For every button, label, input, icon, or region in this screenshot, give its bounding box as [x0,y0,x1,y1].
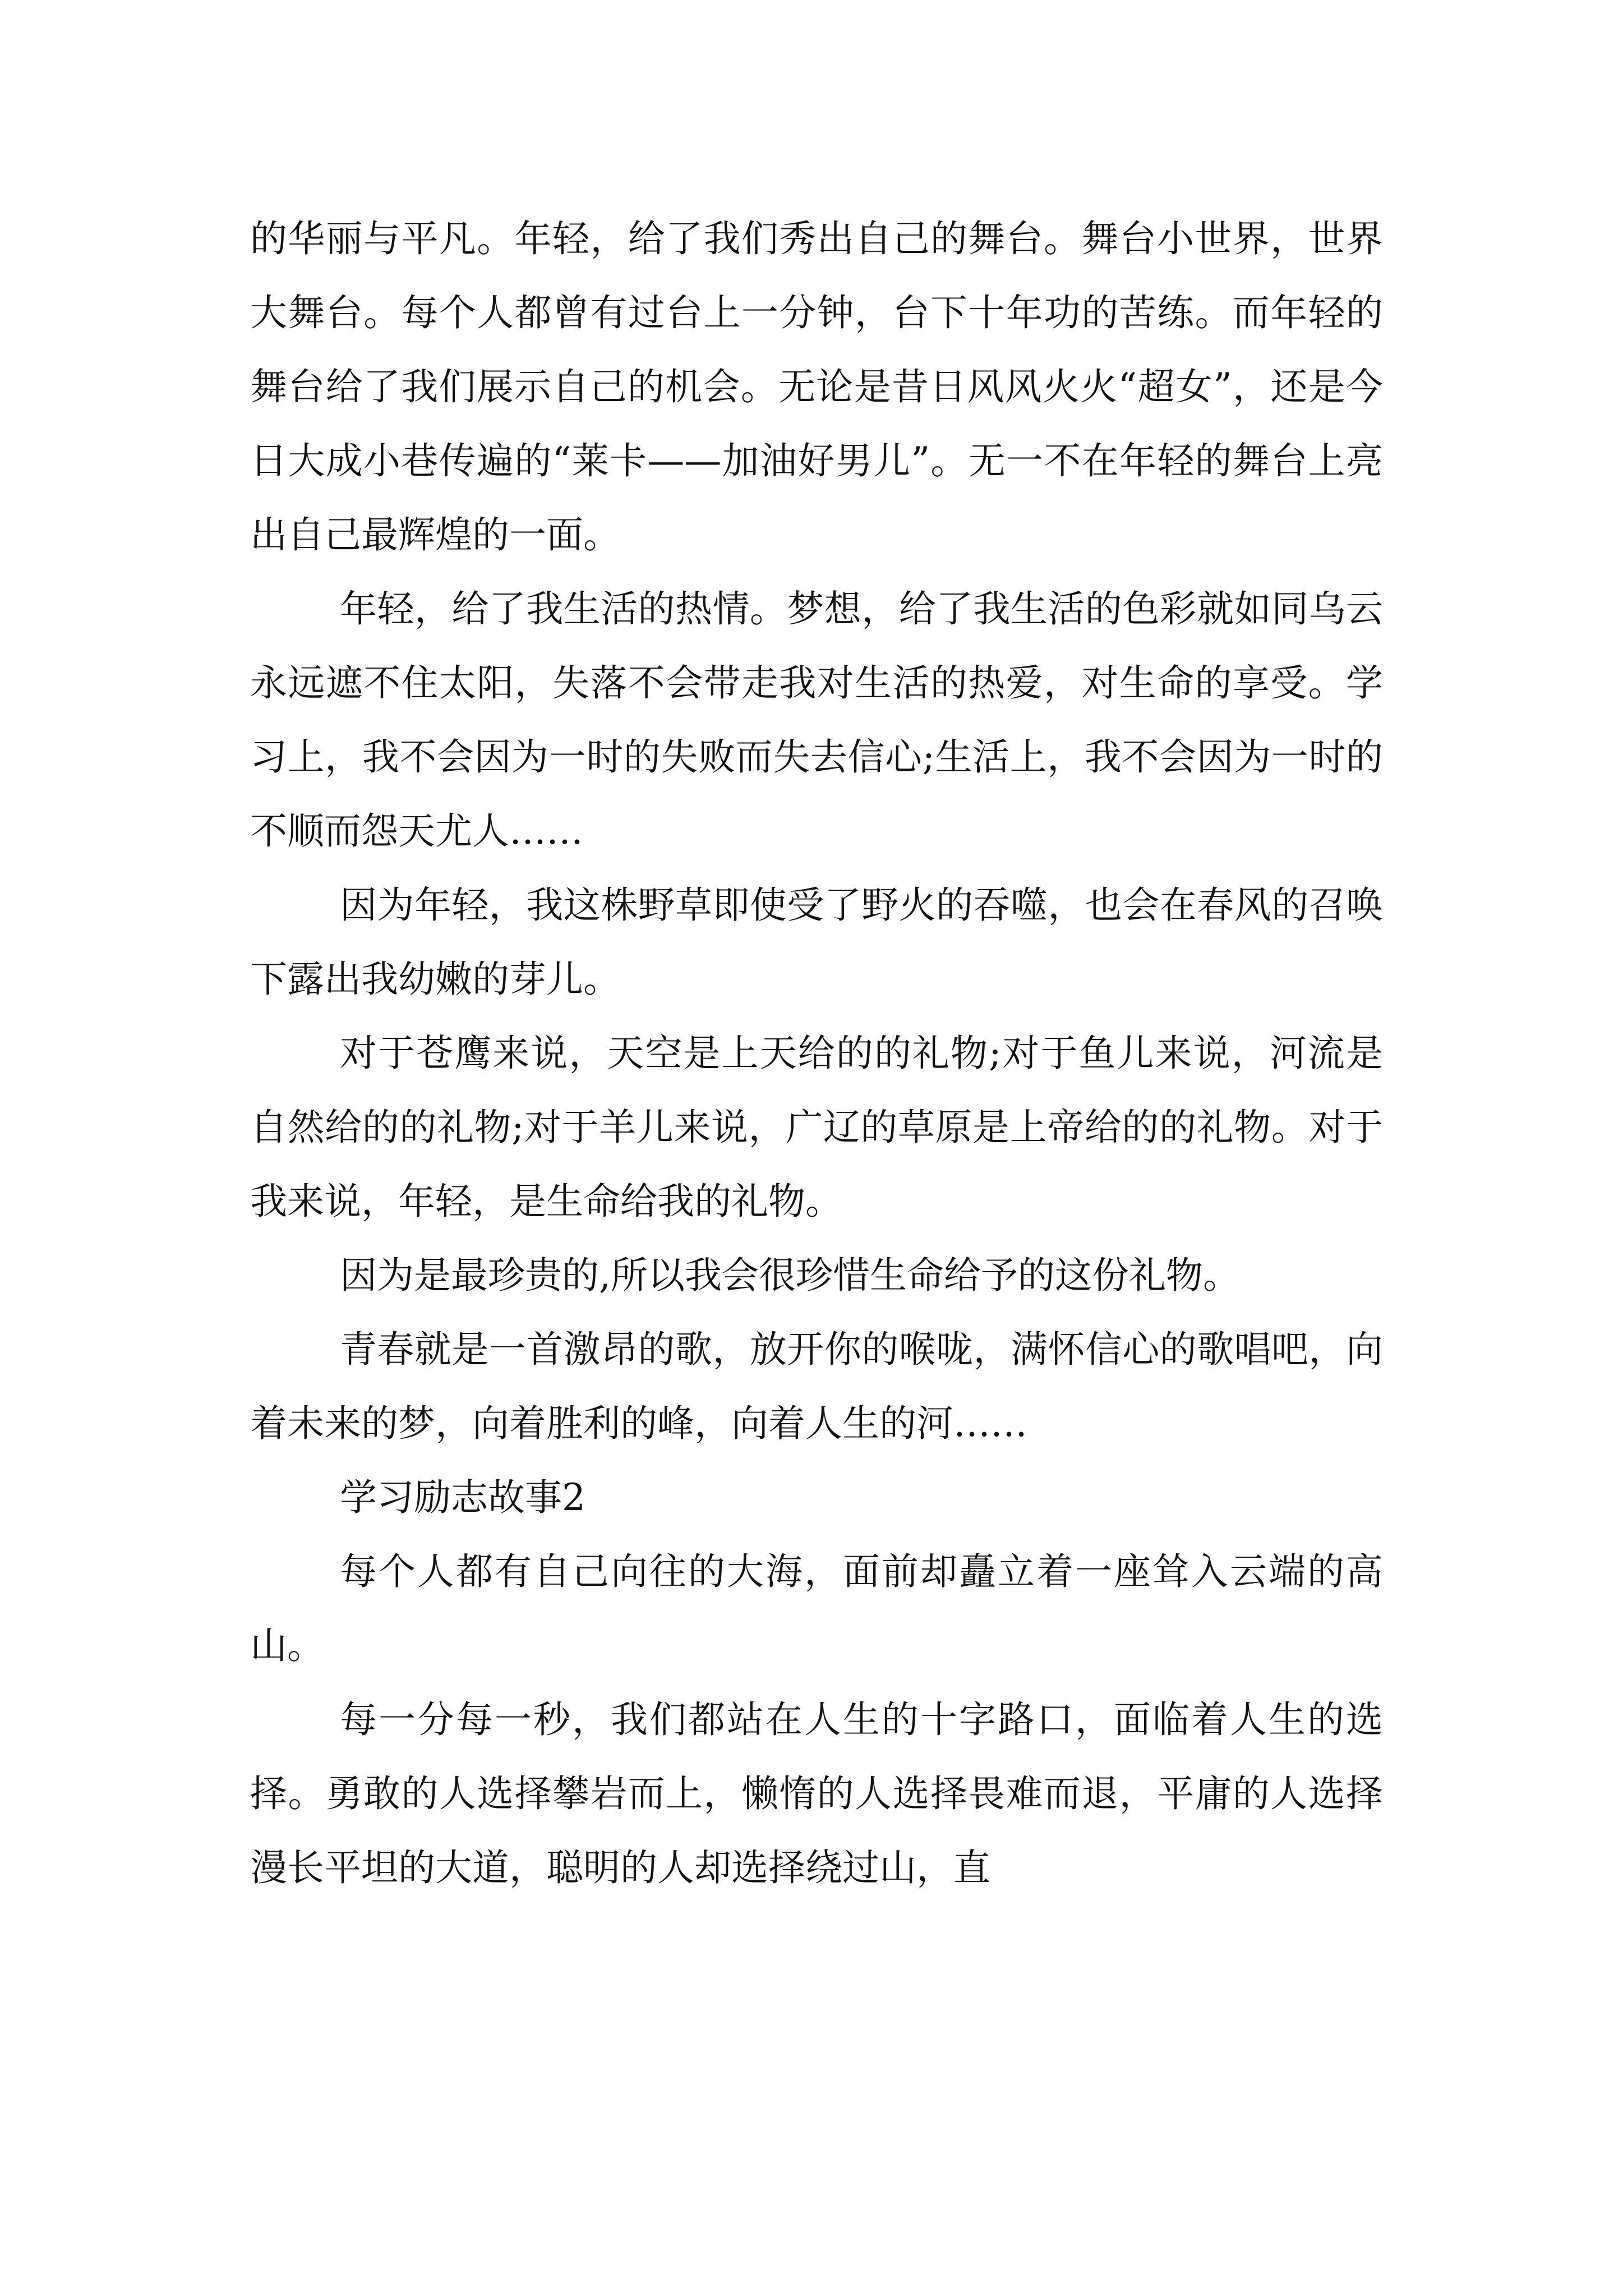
paragraph-1: 的华丽与平凡。年轻，给了我们秀出自己的舞台。舞台小世界，世界大舞台。每个人都曾有过台上一分钟，台下十年功的苦练。而年轻的舞台给了我们展示自己的机会。无论是昔日风风火火“超女”，还是今日大成小巷传遍的“莱卡——加油好男儿”。无一不在年轻的舞台上亮出自己最辉煌的一面。 [250,217,1383,556]
paragraph-6: 青春就是一首激昂的歌，放开你的喉咙，满怀信心的歌唱吧，向着未来的梦，向着胜利的峰，向着人生的河…… [250,1328,1383,1445]
paragraph-4: 对于苍鹰来说，天空是上天给的的礼物;对于鱼儿来说，河流是自然给的的礼物;对于羊儿来说，广辽的草原是上帝给的的礼物。对于我来说，年轻，是生命给我的礼物。 [250,1032,1383,1223]
document-body [250,202,1383,1905]
paragraph-3: 因为年轻，我这株野草即使受了野火的吞噬，也会在春风的召唤下露出我幼嫩的芽儿。 [250,884,1383,1001]
section-heading: 学习励志故事2 [340,1476,585,1519]
paragraph-5: 因为是最珍贵的,所以我会很珍惜生命给予的这份礼物。 [340,1254,1240,1297]
paragraph-8: 每一分每一秒，我们都站在人生的十字路口，面临着人生的选择。勇敢的人选择攀岩而上，懒惰的人选择畏难而退，平庸的人选择漫长平坦的大道，聪明的人却选择绕过山，直 [250,1698,1383,1889]
paragraph-7: 每个人都有自己向往的大海，面前却矗立着一座耸入云端的高山。 [250,1550,1383,1667]
paragraph-2: 年轻，给了我生活的热情。梦想，给了我生活的色彩就如同乌云永远遮不住太阳，失落不会带走我对生活的热爱，对生命的享受。学习上，我不会因为一时的失败而失去信心;生活上，我不会因为一时的不顺而怨天尤人…… [250,587,1383,853]
